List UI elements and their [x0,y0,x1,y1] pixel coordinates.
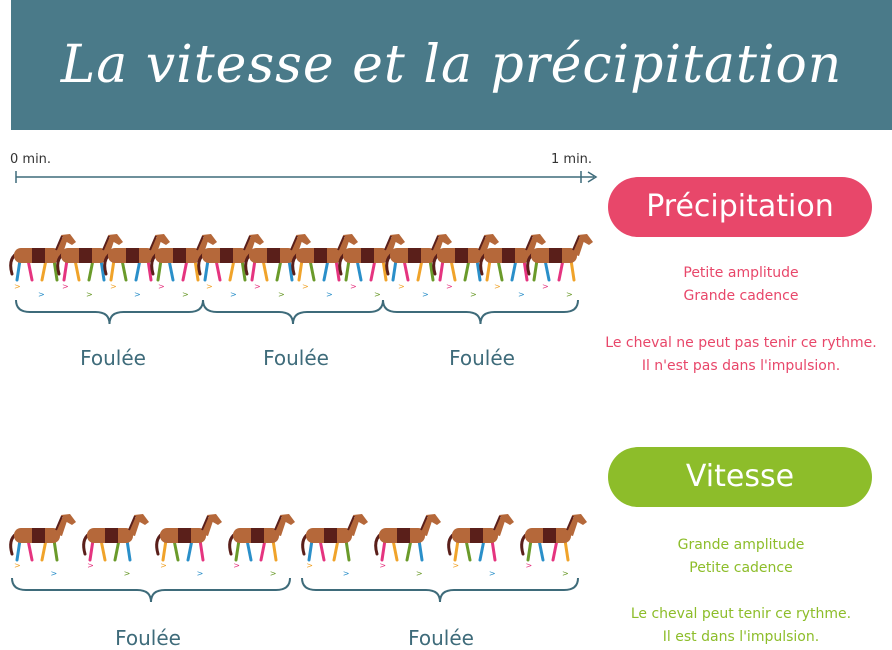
svg-text:>: > [415,569,423,578]
svg-text:>: > [278,290,285,299]
precipitation-stride-label-1: Foulée [80,346,146,370]
vitesse-horse-1 [11,514,76,560]
svg-text:>: > [230,290,237,299]
timeline [16,171,596,183]
svg-text:>: > [488,569,496,578]
svg-text:>: > [269,569,277,578]
precipitation-stride-label-3: Foulée [449,346,515,370]
vitesse-stride-label-1: Foulée [115,626,181,650]
svg-text:>: > [422,290,429,299]
vitesse-badge: Vitesse [608,447,872,507]
vitesse-horse-2 [84,514,149,560]
svg-text:>: > [302,282,309,291]
svg-text:>: > [134,290,141,299]
precipitation-stride-label-2: Foulée [263,346,329,370]
svg-text:>: > [158,282,165,291]
precipitation-hoofprints [14,282,573,299]
svg-text:>: > [50,569,58,578]
svg-text:>: > [374,290,381,299]
svg-text:>: > [206,282,213,291]
svg-text:>: > [494,282,501,291]
precipitation-impulsion: Il n'est pas dans l'impulsion. [641,358,841,374]
timeline-end-label: 1 min. [551,152,593,167]
svg-text:>: > [14,561,21,570]
svg-text:>: > [566,290,573,299]
precipitation-amplitude: Petite amplitude [683,265,799,281]
svg-text:>: > [342,569,350,578]
svg-text:>: > [110,282,117,291]
vitesse-stride-brace-2 [302,578,578,602]
svg-text:>: > [562,569,569,578]
svg-text:>: > [379,561,387,570]
page-title: La vitesse et la précipitation [60,35,843,95]
svg-text:>: > [326,290,333,299]
svg-text:>: > [86,290,93,299]
svg-text:>: > [306,561,313,570]
vitesse-stride-label-2: Foulée [408,626,474,650]
svg-text:>: > [518,290,525,299]
svg-text:>: > [160,561,167,570]
precipitation-cadence: Grande cadence [683,288,799,304]
svg-text:>: > [62,282,69,291]
svg-text:>: > [542,282,549,291]
svg-text:>: > [196,569,204,578]
precipitation-stride-brace-1 [16,300,203,324]
precipitation-rhythm: Le cheval ne peut pas tenir ce rythme. [605,335,877,351]
svg-text:>: > [446,282,453,291]
timeline-start-label: 0 min. [10,152,52,167]
vitesse-horse-5 [303,514,368,560]
vitesse-horse-7 [449,514,514,560]
svg-text:>: > [233,561,240,570]
svg-text:>: > [525,561,533,570]
vitesse-horse-6 [376,514,441,560]
precipitation-badge: Précipitation [608,177,872,237]
svg-text:>: > [38,290,45,299]
svg-text:>: > [123,569,131,578]
svg-text:>: > [182,290,189,299]
vitesse-amplitude: Grande amplitude [677,537,805,553]
svg-text:>: > [350,282,357,291]
vitesse-hoofprints [14,561,569,578]
svg-text:>: > [470,290,477,299]
vitesse-cadence: Petite cadence [689,560,793,576]
svg-text:>: > [14,282,21,291]
svg-text:>: > [398,282,405,291]
precipitation-stride-brace-3 [383,300,578,324]
svg-text:>: > [87,561,94,570]
precipitation-stride-brace-2 [203,300,383,324]
vitesse-horse-4 [230,514,295,560]
vitesse-horse-3 [157,514,222,560]
vitesse-rhythm: Le cheval peut tenir ce rythme. [630,606,852,622]
svg-text:>: > [254,282,261,291]
vitesse-impulsion: Il est dans l'impulsion. [662,629,820,645]
vitesse-horse-8 [522,514,587,560]
vitesse-stride-brace-1 [12,578,290,602]
svg-text:>: > [452,561,460,570]
